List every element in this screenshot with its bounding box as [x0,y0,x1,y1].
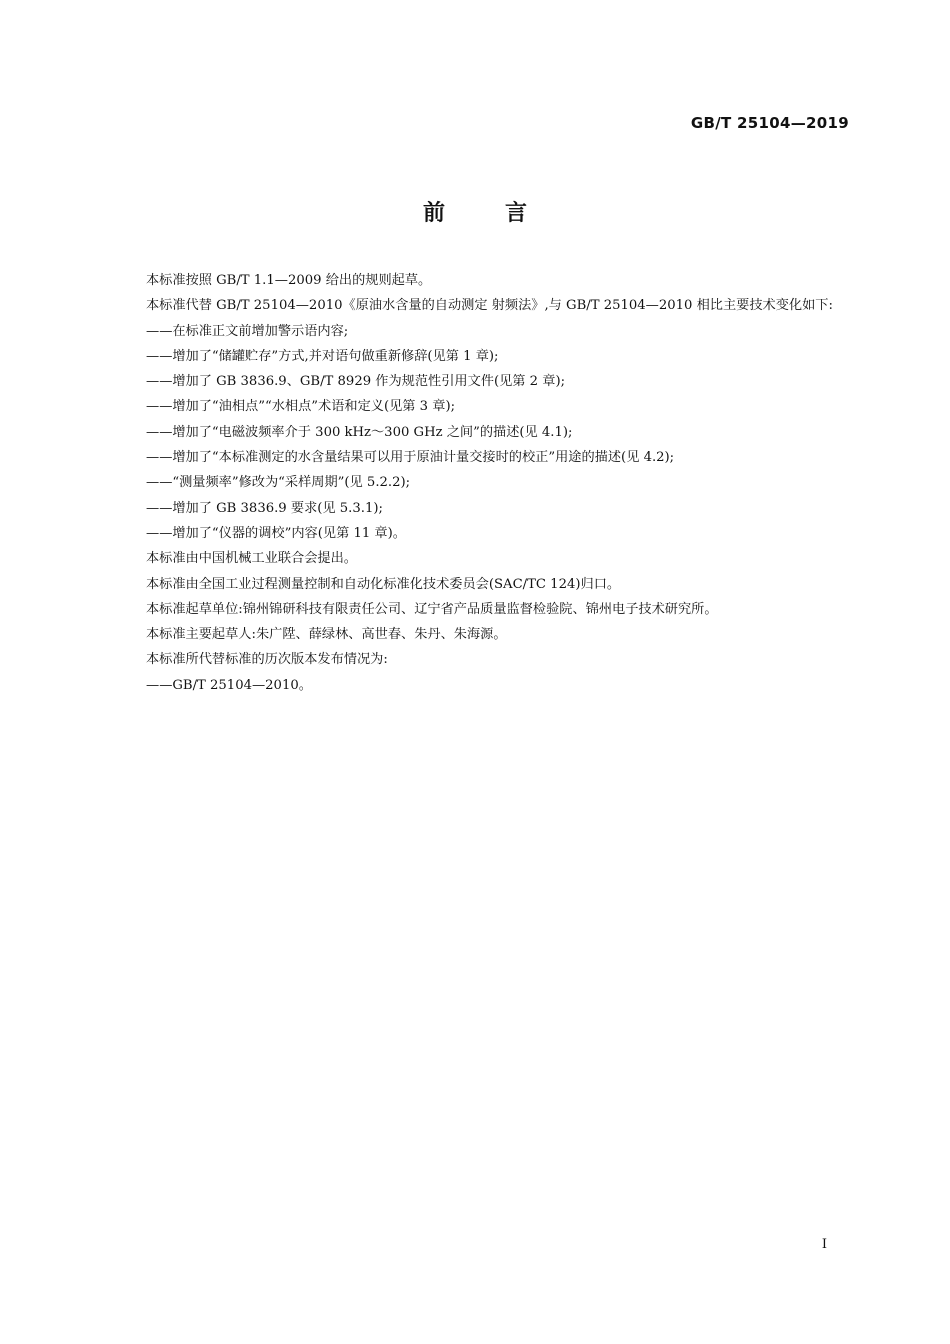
paragraph-proposed-by: 本标准由中国机械工业联合会提出。 [146,551,357,567]
paragraph-replaces-standard: 本标准代替 GB/T 25104—2010《原油水含量的自动测定 射频法》,与 GB/T 25104—2010 相比主要技术变化如下: [146,298,833,314]
page-title: 前言 [422,201,587,226]
change-item-terms: ——增加了“油相点”“水相点”术语和定义(见第 3 章); [146,399,456,415]
change-item-warning: ——在标准正文前增加警示语内容; [146,323,349,339]
paragraph-previous-editions: 本标准所代替标准的历次版本发布情况为: [146,652,388,668]
paragraph-drafters: 本标准主要起草人:朱广陞、薛绿林、高世春、朱丹、朱海源。 [146,627,507,643]
change-item-frequency: ——增加了“电磁波频率介于 300 kHz～300 GHz 之间”的描述(见 4.1); [146,424,573,440]
foreword-body [115,268,850,698]
paragraph-drafting-rules: 本标准按照 GB/T 1.1—2009 给出的规则起草。 [146,273,432,288]
change-item-usage: ——增加了“本标准测定的水含量结果可以用于原油计量交接时的校正”用途的描述(见 4.2); [146,450,675,466]
standard-number: GB/T 25104—2019 [690,114,849,132]
change-item-calibration: ——增加了“仪器的调校”内容(见第 11 章)。 [146,525,406,541]
change-item-sampling-period: ——“测量频率”修改为“采样周期”(见 5.2.2); [146,475,411,491]
previous-edition-item: ——GB/T 25104—2010。 [146,677,312,693]
change-item-tank-storage: ——增加了“储罐贮存”方式,并对语句做重新修辞(见第 1 章); [146,348,499,364]
paragraph-drafting-units: 本标准起草单位:锦州锦研科技有限责任公司、辽宁省产品质量监督检验院、锦州电子技术研究所。 [146,601,718,617]
page-number: I [821,1237,827,1252]
change-item-normative-references: ——增加了 GB 3836.9、GB/T 8929 作为规范性引用文件(见第 2 章); [146,374,566,390]
change-item-gb3836: ——增加了 GB 3836.9 要求(见 5.3.1); [146,500,383,516]
paragraph-technical-committee: 本标准由全国工业过程测量控制和自动化标准化技术委员会(SAC/TC 124)归口。 [146,576,621,592]
